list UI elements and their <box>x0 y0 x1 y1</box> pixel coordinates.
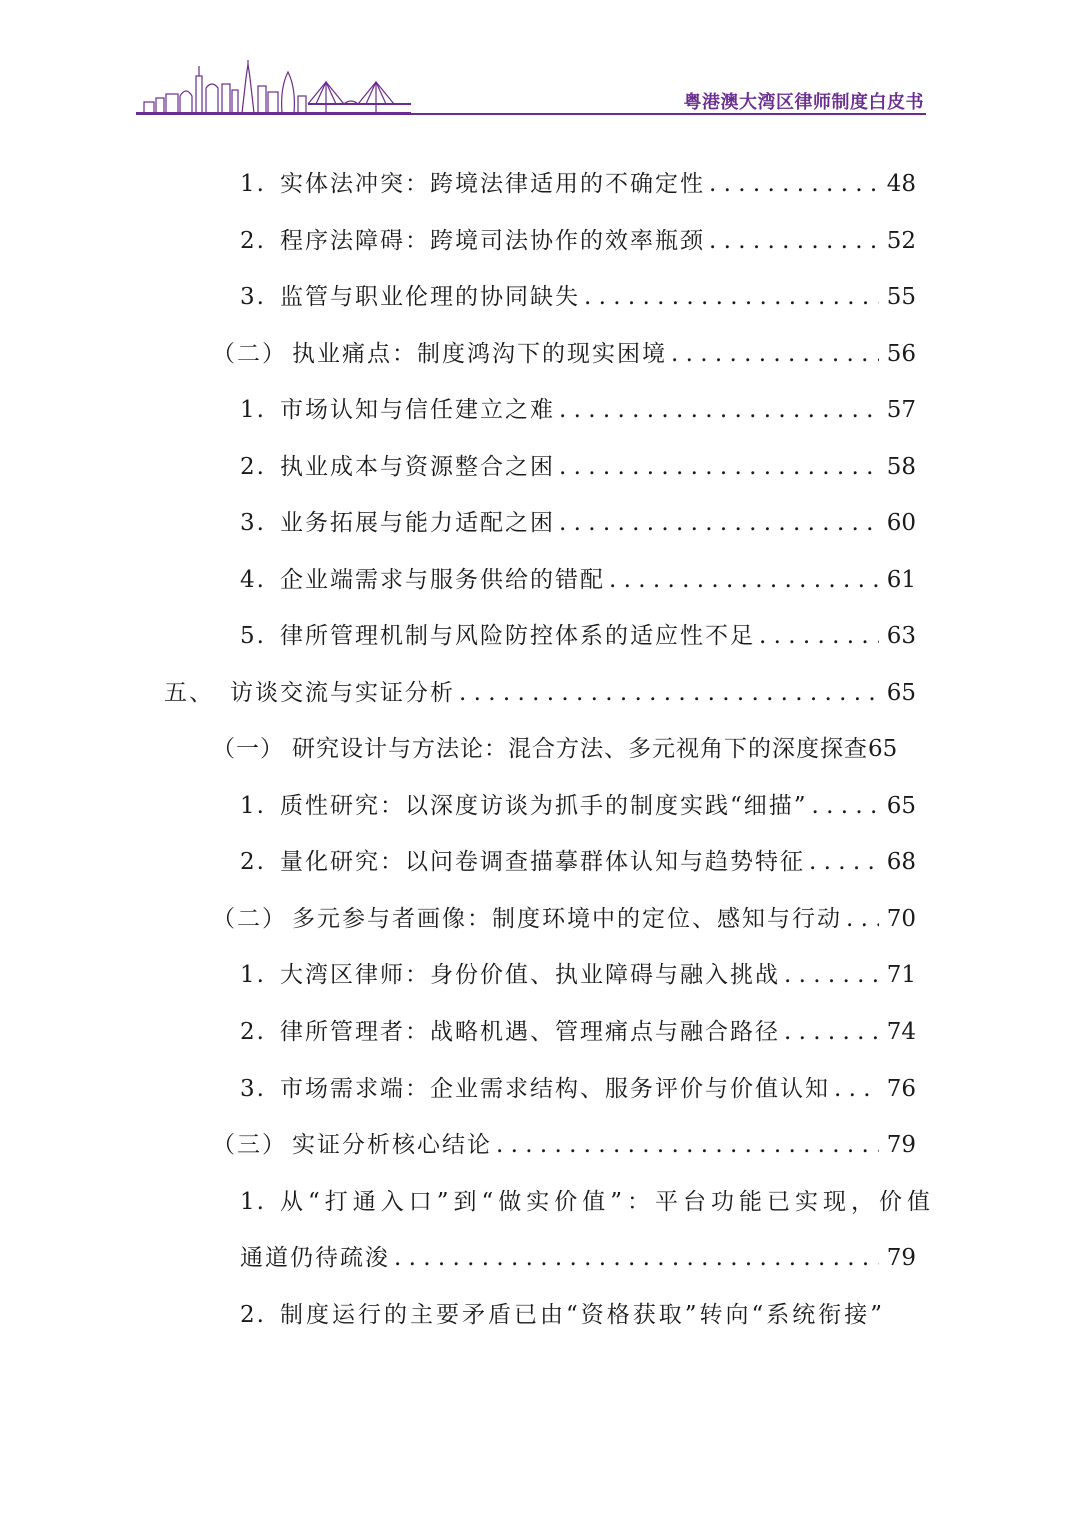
city-skyline-bridge-icon <box>136 58 416 118</box>
toc-title: 律所管理者：战略机遇、管理痛点与融合路径 <box>280 1019 780 1045</box>
toc-leader <box>580 277 879 317</box>
toc-entry[interactable] <box>240 164 916 204</box>
toc-leader <box>705 164 879 204</box>
toc-number: 1. <box>240 171 266 197</box>
toc-page-number: 48 <box>886 171 916 197</box>
toc-page-number: 58 <box>886 454 916 480</box>
toc-page-number: 74 <box>886 1019 916 1045</box>
toc-leader <box>555 447 879 487</box>
toc-title: 质性研究：以深度访谈为抓手的制度实践“细描” <box>280 793 808 819</box>
toc-title: 实体法冲突：跨境法律适用的不确定性 <box>280 171 705 197</box>
toc-page-number: 61 <box>886 567 916 593</box>
toc-entry[interactable] <box>212 334 916 374</box>
toc-number: 3. <box>240 284 266 310</box>
toc-title: 访谈交流与实证分析 <box>230 680 455 706</box>
header-divider <box>136 113 926 115</box>
toc-number: （二） <box>212 341 287 367</box>
toc-page-number: 57 <box>886 397 916 423</box>
toc-number: 1. <box>240 793 266 819</box>
toc-entry[interactable] <box>240 1238 916 1278</box>
toc-number: 4. <box>240 567 266 593</box>
toc-number: （一） <box>212 736 284 762</box>
toc-page-number: 76 <box>886 1076 916 1102</box>
toc-page-number: 68 <box>886 849 916 875</box>
toc-number: （二） <box>212 906 287 932</box>
toc-title: 多元参与者画像：制度环境中的定位、感知与行动 <box>292 906 842 932</box>
page-header <box>0 0 1080 130</box>
toc-page-number: 60 <box>886 510 916 536</box>
toc-leader <box>780 955 879 995</box>
toc-title: 执业成本与资源整合之困 <box>280 454 555 480</box>
toc-title: 律所管理机制与风险防控体系的适应性不足 <box>280 623 755 649</box>
toc-title: 程序法障碍：跨境司法协作的效率瓶颈 <box>280 228 705 254</box>
toc-leader <box>842 899 879 939</box>
toc-number: 3. <box>240 1076 266 1102</box>
toc-entry[interactable] <box>240 1069 916 1109</box>
toc-leader <box>805 842 879 882</box>
toc-leader <box>755 616 879 656</box>
toc-leader <box>780 1012 879 1052</box>
toc-page-number: 79 <box>886 1245 916 1271</box>
toc-page-number: 70 <box>886 906 916 932</box>
toc-number: 2. <box>240 1019 266 1045</box>
toc-entry[interactable] <box>164 673 916 713</box>
document-title: 粤港澳大湾区律师制度白皮书 <box>683 92 924 113</box>
toc-title: 市场需求端：企业需求结构、服务评价与价值认知 <box>280 1076 830 1102</box>
toc-leader <box>830 1069 879 1109</box>
toc-entry[interactable] <box>240 955 916 995</box>
toc-number: 五、 <box>164 680 214 706</box>
toc-entry[interactable] <box>212 899 916 939</box>
toc-page-number: 55 <box>886 284 916 310</box>
toc-leader <box>390 1238 879 1278</box>
toc-leader <box>808 786 879 826</box>
toc-page-number: 52 <box>886 228 916 254</box>
toc-entry[interactable] <box>212 1125 916 1165</box>
toc-entry[interactable] <box>240 1182 936 1222</box>
toc-title: 制度运行的主要矛盾已由“资格获取”转向“系统衔接” <box>280 1302 886 1328</box>
toc-page-number: 56 <box>886 341 916 367</box>
toc-title: 量化研究：以问卷调查描摹群体认知与趋势特征 <box>280 849 805 875</box>
toc-number: 1. <box>240 962 266 988</box>
toc-title: 市场认知与信任建立之难 <box>280 397 555 423</box>
toc-number: 2. <box>240 849 266 875</box>
toc-title: 通道仍待疏浚 <box>240 1245 390 1271</box>
toc-leader <box>667 334 879 374</box>
toc-title: 执业痛点：制度鸿沟下的现实困境 <box>292 341 667 367</box>
toc-number: 2. <box>240 228 266 254</box>
toc-page-number: 79 <box>886 1132 916 1158</box>
toc-entry[interactable] <box>240 390 916 430</box>
toc-entry[interactable] <box>240 842 916 882</box>
toc-number: 1. <box>240 397 266 423</box>
toc-number: （三） <box>212 1132 287 1158</box>
toc-entry[interactable] <box>212 729 928 769</box>
toc-title: 研究设计与方法论：混合方法、多元视角下的深度探查 <box>292 736 868 762</box>
toc-number: 1. <box>240 1189 266 1215</box>
toc-leader <box>555 503 879 543</box>
toc-leader <box>492 1125 879 1165</box>
toc-page-number: 65 <box>886 793 916 819</box>
toc-entry[interactable] <box>240 786 916 826</box>
toc-title: 监管与职业伦理的协同缺失 <box>280 284 580 310</box>
toc-leader <box>605 560 879 600</box>
toc-title: 大湾区律师：身份价值、执业障碍与融入挑战 <box>280 962 780 988</box>
toc-leader <box>705 221 879 261</box>
toc-title: 从“打通入口”到“做实价值”：平台功能已实现，价值 <box>280 1189 936 1215</box>
toc-number: 3. <box>240 510 266 536</box>
toc-leader <box>455 673 879 713</box>
toc-entry[interactable] <box>240 1012 916 1052</box>
toc-entry[interactable] <box>240 1295 920 1335</box>
toc-entry[interactable] <box>240 503 916 543</box>
toc-number: 5. <box>240 623 266 649</box>
toc-title: 实证分析核心结论 <box>292 1132 492 1158</box>
toc-title: 业务拓展与能力适配之困 <box>280 510 555 536</box>
toc-entry[interactable] <box>240 447 916 487</box>
toc-entry[interactable] <box>240 221 916 261</box>
toc-number: 2. <box>240 454 266 480</box>
toc-entry[interactable] <box>240 616 916 656</box>
toc-page-number: 71 <box>886 962 916 988</box>
toc-title: 企业端需求与服务供给的错配 <box>280 567 605 593</box>
toc-entry[interactable] <box>240 277 916 317</box>
toc-page-number: 65 <box>868 736 898 762</box>
toc-page-number: 65 <box>886 680 916 706</box>
toc-page-number: 63 <box>886 623 916 649</box>
toc-leader <box>555 390 879 430</box>
toc-number: 2. <box>240 1302 266 1328</box>
toc-entry[interactable] <box>240 560 916 600</box>
